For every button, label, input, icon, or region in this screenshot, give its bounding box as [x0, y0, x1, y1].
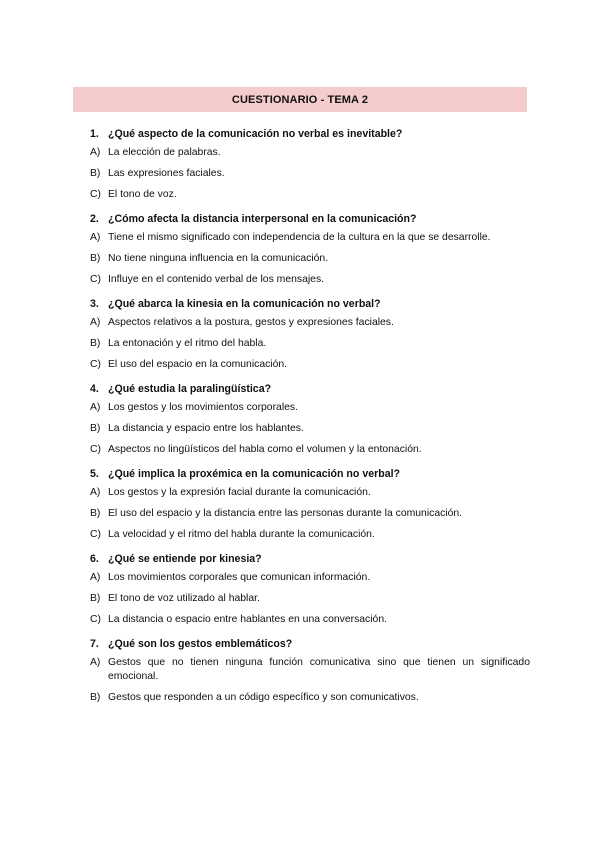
- option-letter: C): [90, 359, 101, 370]
- option-c: [90, 528, 530, 542]
- option-text: Influye en el contenido verbal de los mensajes.: [108, 274, 325, 285]
- option-letter: C): [90, 444, 101, 455]
- option-letter: C): [90, 189, 101, 200]
- option-b: [90, 337, 530, 351]
- option-letter: B): [90, 168, 101, 179]
- option-text: Los movimientos corporales que comunican información.: [108, 572, 371, 583]
- option-text: El uso del espacio en la comunicación.: [108, 359, 288, 370]
- option-letter: C): [90, 274, 101, 285]
- option-c: [90, 188, 530, 202]
- option-text: La entonación y el ritmo del habla.: [108, 338, 267, 349]
- question-text: ¿Qué abarca la kinesia en la comunicación no verbal?: [108, 298, 381, 310]
- option-c: [90, 273, 530, 287]
- option-letter: B): [90, 253, 101, 264]
- question-text: ¿Qué aspecto de la comunicación no verbal es inevitable?: [108, 128, 403, 140]
- question-6: [90, 551, 530, 627]
- option-c: [90, 443, 530, 457]
- option-letter: A): [90, 232, 101, 243]
- question-number: 7.: [90, 638, 99, 650]
- option-b: [90, 422, 530, 436]
- question-text: ¿Qué estudia la paralingüística?: [108, 383, 272, 395]
- option-letter: B): [90, 508, 101, 519]
- option-letter: B): [90, 692, 101, 703]
- question-4: [90, 381, 530, 457]
- option-a: [90, 316, 530, 330]
- option-text: Tiene el mismo significado con independencia de la cultura en la que se desarrolle.: [108, 232, 491, 243]
- question-number: 5.: [90, 468, 99, 480]
- option-text: El tono de voz utilizado al hablar.: [108, 593, 260, 604]
- question-number: 1.: [90, 128, 99, 140]
- question-7: [90, 636, 530, 705]
- option-letter: A): [90, 487, 101, 498]
- option-letter: A): [90, 572, 101, 583]
- question-1: [90, 126, 530, 202]
- option-text: Aspectos relativos a la postura, gestos y expresiones faciales.: [108, 317, 394, 328]
- option-text: Los gestos y la expresión facial durante la comunicación.: [108, 487, 371, 498]
- option-letter: C): [90, 614, 101, 625]
- option-a: [90, 146, 530, 160]
- question-text: ¿Qué se entiende por kinesia?: [108, 553, 262, 565]
- option-text: La elección de palabras.: [108, 147, 221, 158]
- question-3: [90, 296, 530, 372]
- option-text: Gestos que responden a un código específico y son comunicativos.: [108, 692, 419, 703]
- question-text: ¿Qué son los gestos emblemáticos?: [108, 638, 293, 650]
- page-title: CUESTIONARIO - TEMA 2: [231, 93, 369, 106]
- option-b: [90, 592, 530, 606]
- option-letter: B): [90, 593, 101, 604]
- option-c: [90, 613, 530, 627]
- option-a: [90, 231, 530, 245]
- option-c: [90, 358, 530, 372]
- question-number: 3.: [90, 298, 99, 310]
- option-a: [90, 486, 530, 500]
- question-2: [90, 211, 530, 287]
- option-a: [90, 571, 530, 585]
- option-text: La distancia o espacio entre hablantes en una conversación.: [108, 614, 388, 625]
- option-b: [90, 691, 530, 705]
- option-letter: B): [90, 338, 101, 349]
- option-a: [90, 401, 530, 415]
- option-text: Las expresiones faciales.: [108, 168, 225, 179]
- option-a: [90, 656, 530, 684]
- option-b: [90, 167, 530, 181]
- option-text: La velocidad y el ritmo del habla durante la comunicación.: [108, 529, 375, 540]
- question-text: ¿Cómo afecta la distancia interpersonal en la comunicación?: [108, 213, 417, 225]
- option-letter: C): [90, 529, 101, 540]
- option-text: Los gestos y los movimientos corporales.: [108, 402, 298, 413]
- option-text: La distancia y espacio entre los hablantes.: [108, 423, 304, 434]
- question-number: 2.: [90, 213, 99, 225]
- option-text: El uso del espacio y la distancia entre las personas durante la comunicación.: [108, 508, 463, 519]
- question-5: [90, 466, 530, 542]
- option-letter: A): [90, 147, 101, 158]
- question-text: ¿Qué implica la proxémica en la comunicación no verbal?: [108, 468, 401, 480]
- question-number: 4.: [90, 383, 99, 395]
- option-b: [90, 507, 530, 521]
- option-letter: A): [90, 317, 101, 328]
- question-number: 6.: [90, 553, 99, 565]
- option-letter: B): [90, 423, 101, 434]
- title-banner: [73, 87, 527, 112]
- option-text: No tiene ninguna influencia en la comunicación.: [108, 253, 329, 264]
- question-list: [90, 126, 530, 714]
- option-text: Gestos que no tienen ninguna función comunicativa sino que tienen un significado emocional.: [108, 657, 530, 682]
- option-letter: A): [90, 657, 101, 668]
- option-letter: A): [90, 402, 101, 413]
- option-text: Aspectos no lingüísticos del habla como el volumen y la entonación.: [108, 444, 422, 455]
- option-b: [90, 252, 530, 266]
- option-text: El tono de voz.: [108, 189, 177, 200]
